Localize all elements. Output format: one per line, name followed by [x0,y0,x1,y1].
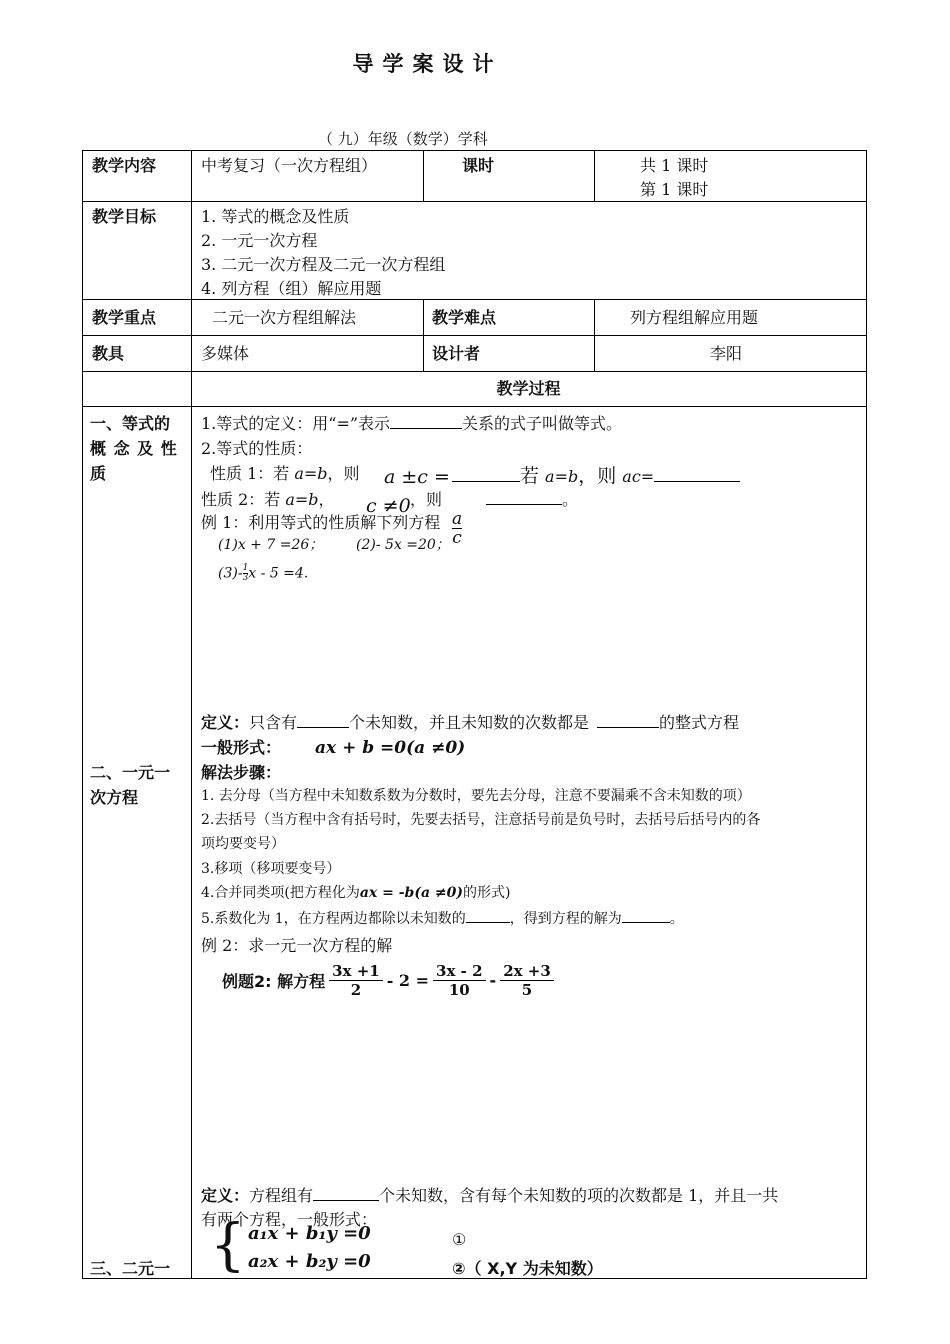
period-total: 共 1 课时 [640,156,709,175]
period-label: 课时 [462,156,495,175]
designer-value: 李阳 [710,344,743,363]
step-4: 4.合并同类项(把方程化为ax = -b(a ≠0)的形式) [201,885,511,901]
goal-item: 3. 二元一次方程及二元一次方程组 [201,255,446,274]
equation-marker-2: ②（ X,Y 为未知数） [452,1259,603,1278]
answer-blank[interactable] [452,467,520,482]
difficulty-value: 列方程组解应用题 [630,308,759,327]
property-1: 性质 1：若 a=b，则 [210,464,360,483]
answer-blank[interactable] [313,1186,379,1201]
exercise-equation: (3)- $\frac{1}{3}$ x - 5 =4. [218,563,309,583]
goals-label: 教学目标 [92,207,157,226]
answer-blank[interactable] [466,908,510,923]
property-1b: 若 a=b，则 ac= [452,461,740,488]
properties-heading: 2.等式的性质： [201,439,313,458]
step-3: 3.移项（移项要变号） [201,861,341,877]
tools-label: 教具 [92,344,125,363]
equation-marker-1: ① [452,1230,467,1249]
page-title: 导学案设计 [352,52,503,76]
exercise-equation: (2)- 5x =20； [356,537,450,553]
equation-definition: 1.等式的定义：用“=”表示 关系的式子叫做等式。 [201,414,623,433]
example-1: 例 1：利用等式的性质解下列方程 [201,513,441,532]
system-definition: 定义：方程组有 个未知数，含有每个未知数的项的次数都是 1，并且一共 [201,1186,779,1205]
difficulty-label: 教学难点 [432,308,497,327]
section2-label: 二、一元一 [90,763,171,782]
section1-label: 质 [90,464,107,483]
general-form: 一般形式： ax + b =0(a ≠0) [201,738,466,758]
system-equation-1: a₁x + b₁y =0 [248,1223,371,1244]
example-2: 例 2：求一元一次方程的解 [201,936,393,955]
solution-steps-label: 解法步骤： [201,763,282,782]
exercise-equation: (1)x + 7 =26； [218,537,324,553]
fraction: $\frac{3x - 2}{10}$ [433,962,486,999]
answer-blank[interactable] [390,414,462,429]
property-1-formula: a ±c = [384,466,450,488]
period-current: 第 1 课时 [640,180,709,199]
key-label: 教学重点 [92,308,157,327]
step-1: 1. 去分母（当方程中未知数系数为分数时，要先去分母，注意不要漏乘不含未知数的项） [201,788,751,804]
system-equation-2: a₂x + b₂y =0 [248,1251,371,1272]
goal-item: 4. 列方程（组）解应用题 [201,279,382,298]
section1-label: 概 念 及 性 [90,439,178,458]
goal-item: 2. 一元一次方程 [201,231,318,250]
step-5: 5.系数化为 1，在方程两边都除以未知数的 ，得到方程的解为 。 [201,908,684,928]
property-2b: ，则 。 [410,490,579,509]
fraction: $\frac{2x +3}{5}$ [500,962,554,999]
linear-definition: 定义：只含有 个未知数，并且未知数的次数都是 的整式方程 [201,713,740,732]
brace-icon: { [210,1213,246,1278]
designer-label: 设计者 [432,344,481,363]
tools-value: 多媒体 [201,344,250,363]
answer-blank[interactable] [486,490,562,505]
property-2-condition: c ≠0 [366,495,411,517]
section1-label: 一、等式的 [90,414,171,433]
content-value: 中考复习（一次方程组） [201,156,378,175]
fraction-a-over-c: a c [452,509,463,548]
step-2: 2.去括号（当方程中含有括号时，先要去括号，注意括号前是负号时，去括号后括号内的各 [201,812,761,828]
example-2-equation: 例题2: 解方程 $\frac{3x +1}{2}$ - 2 = $\frac{3x - 2}{10}$ - $\frac{2x +3}{5}$ [222,962,554,999]
grade-line: （ 九）年级（数学）学科 [318,130,488,148]
answer-blank[interactable] [622,908,670,923]
answer-blank[interactable] [597,713,659,728]
system-definition-continued: 有两个方程，一般形式： [201,1210,378,1229]
section2-label: 次方程 [90,788,139,807]
answer-blank[interactable] [297,713,349,728]
section3-label: 三、二元一 [90,1259,171,1278]
goal-item: 1. 等式的概念及性质 [201,207,350,226]
process-header: 教学过程 [496,379,561,398]
answer-blank[interactable] [654,467,740,482]
content-label: 教学内容 [92,156,157,175]
key-value: 二元一次方程组解法 [212,308,357,327]
fraction: $\frac{3x +1}{2}$ [329,962,383,999]
step-2-continued: 项均要变号） [201,836,285,852]
property-2: 性质 2：若 a=b， [201,490,335,509]
